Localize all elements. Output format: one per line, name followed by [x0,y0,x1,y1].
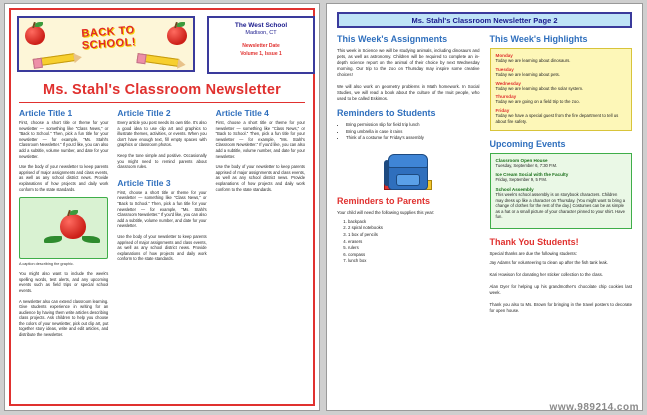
events-heading: Upcoming Events [489,138,566,149]
day-text: Today we are learning about pets. [495,71,560,77]
event-title: School Assembly [495,186,534,192]
page2-border [331,8,638,406]
backpack-icon [382,148,434,192]
highlights-heading: This Week's Highlights [489,34,588,44]
day-label: Tuesday [495,66,514,72]
day-label: Friday [495,108,510,114]
article-heading: Article Title 4 [215,108,269,118]
article-paragraph: First, choose a short title or theme for your newsletter — something like "Class News," or "Back to School." Then, pick a fun title for your newsletter — for example, "Ms. Stahl's Classroom Newsletter." If you'd like, you can also add a subtitle, volume number, and date for your newsletter. [117,189,207,229]
event-text: Friday, September 9, 5 P.M. [495,177,548,183]
article-paragraph: First, choose a short title or theme for your newsletter — something like "Class News," or "Back to School." Then, pick a fun title for your newsletter — for example, "Ms. Stahl's Classroom Newsletter." If you'd like, you can also add a subtitle, volume number, and date for your newsletter. [19,120,109,159]
school-info-box [207,16,315,74]
page2-columns [337,34,632,390]
day-label: Wednesday [495,80,521,86]
apple-graphic [19,197,108,259]
page2-column-left [337,34,480,390]
thanks-paragraph: Thank you also to Ms. Brown for bringing in the travel posters to decorate for open house. [489,301,632,313]
assignments-paragraph: This week in Science we will be studying animals, including dinosaurs and pets, as well as astronomy. Children will be required to complete an in-depth science report on the animal of their choice by next Wednesday morning. Our trip to the zoo on Thursday may inspire some creative choices! [337,48,480,77]
day-label: Monday [495,53,513,58]
article-paragraph: Use the body of your newsletter to keep parents apprised of major assignments and class events, as well as any school district news. Provide explanations of how projects and daily work conform to the state standards. [215,164,305,192]
newsletter-page-2 [326,3,643,411]
day-text: Today we are learning about dinosaurs. [495,58,571,63]
thanks-paragraph: Jay Adams for volunteering to clean up after the fish tank leak. [489,259,608,265]
event-text: This week's school assembly is on storybook characters. Children may dress up like a character on Thursday. (You might want to bring a change of clothes for the rest of the day.) Costumes can be as simple as a hat or a small picture of your character pinned to your shirt. Have fun. [495,191,626,220]
list-item: • Bring umbrella in case it rains [346,129,480,136]
apple-icon [25,26,45,45]
list-item: 5. rulers [348,245,480,252]
list-item: 2. 2 spiral notebooks [348,225,480,232]
event-title: Ice Cream Social with the Faculty [495,172,569,178]
assignments-heading: This Week's Assignments [337,34,448,44]
reminders-parents-intro: Your child will need the following supplies this year: [337,209,435,215]
events-box [490,153,633,229]
newsletter-page-1 [4,3,320,411]
article-heading: Article Title 3 [117,177,171,188]
page2-header: Ms. Stahl's Classroom Newsletter Page 2 [337,12,632,28]
list-item: • Think of a costume for Friday's assembly [346,135,480,142]
list-item: 4. erasers [348,239,480,246]
reminders-parents-heading: Reminders to Parents [337,195,431,206]
thanks-heading: Thank You Students! [489,236,579,247]
thanks-paragraph: Kari Howison for donating her sticker collection to the class. [489,271,603,277]
column-1 [19,108,108,398]
thanks-intro: Special thanks are due the following students: [489,250,577,256]
leaf-shape [82,236,100,243]
school-name: The West School [234,22,288,29]
article-heading: Article Title 2 [117,108,171,118]
day-text: Today we have a special guest from the fire department to tell us about fire safety. [495,113,619,124]
event-text: Tuesday, September 6, 7:30 P.M. [495,162,558,168]
banner-line-1: BACK TO [81,24,136,40]
list-item: • Bring permission slip for field trip lunch [346,122,480,129]
article-heading: Article Title 1 [19,108,73,118]
page1-border [9,8,315,406]
watermark: www.989214.com [549,402,639,413]
day-text: Today we are learning about the solar system. [495,85,584,91]
article-paragraph: Keep the tone simple and positive. Occasionally you might need to remind parents about classroom rules. [117,152,207,170]
list-item: 1. backpack [348,219,480,226]
event-title: Classroom Open House [495,157,548,163]
list-item: 7. lunch box [348,258,480,265]
article-paragraph: Use the body of your newsletter to keep parents apprised of major assignments and class events, as well as any school district news. Provide explanations of how projects and daily work conform to the state standards. [19,164,109,192]
graphic-caption: A caption describing the graphic. [19,262,74,267]
article-paragraph: A newsletter also can extend classroom learning. Give students experience in writing for an audience by having them write articles describing class projects. Ask children to help you choose the colors of your newsletter, pick out clip art, put together story ideas, write and edit articles, and distribute the newsletter. [19,298,109,338]
highlights-box [490,48,633,131]
backpack-pocket [396,174,420,186]
reminders-students-heading: Reminders to Students [337,108,436,118]
page1-columns [19,108,305,398]
article-paragraph: Every article you post needs its own title. It's also a good idea to use clip art and graphics to illustrate themes, activities, or events. When you don't have enough text, fill empty spaces with graphics or classroom photos. [117,120,207,148]
leaf-shape [44,236,62,243]
thanks-paragraph: Alan Dyer for helping up his grandmother's chocolate chip cookies last week. [489,283,632,295]
page-title: Ms. Stahl's Classroom Newsletter [43,82,281,98]
article-paragraph: First, choose a short title or theme for your newsletter — something like "Class News," or "Back to School." Then, pick a fun title for your newsletter — for example, "Ms. Stahl's Classroom Newsletter." If you'd like, you can also add a subtitle, volume number, and date for your newsletter. [215,120,305,159]
day-label: Thursday [495,94,517,100]
school-address: Madison, CT [245,30,277,36]
list-item: 6. compass [348,252,480,259]
reminders-students-list [337,122,480,142]
column-3 [216,108,305,398]
article-paragraph: Use the body of your newsletter to keep parents apprised of major assignments and class events, as well as any school district news. Provide explanations of how projects and daily work conform to the state standards. [117,233,207,262]
column-2 [117,108,206,398]
list-item: 3. 1 box of pencils [348,232,480,239]
assignments-paragraph: We will also work on geometry problems in Math homework. In Social Studies, we will read a book about the culture of the Inuit people, who used to be called Eskimos. [337,84,480,101]
day-text: Today we are going on a field trip to the zoo. [495,99,580,105]
supplies-list [337,219,480,265]
newsletter-volume: Volume 1, Issue 1 [240,51,282,57]
article-paragraph: You might also want to include the week's spelling words, test alerts, and any upcoming events such as field trips or special school events. [19,271,109,293]
backpack-flap [388,154,428,168]
newsletter-date-label: Newsletter Date [242,43,280,49]
banner-line-2: SCHOOL! [81,36,137,52]
page2-column-right [490,34,633,390]
title-divider [19,102,305,103]
back-to-school-banner [17,16,195,72]
